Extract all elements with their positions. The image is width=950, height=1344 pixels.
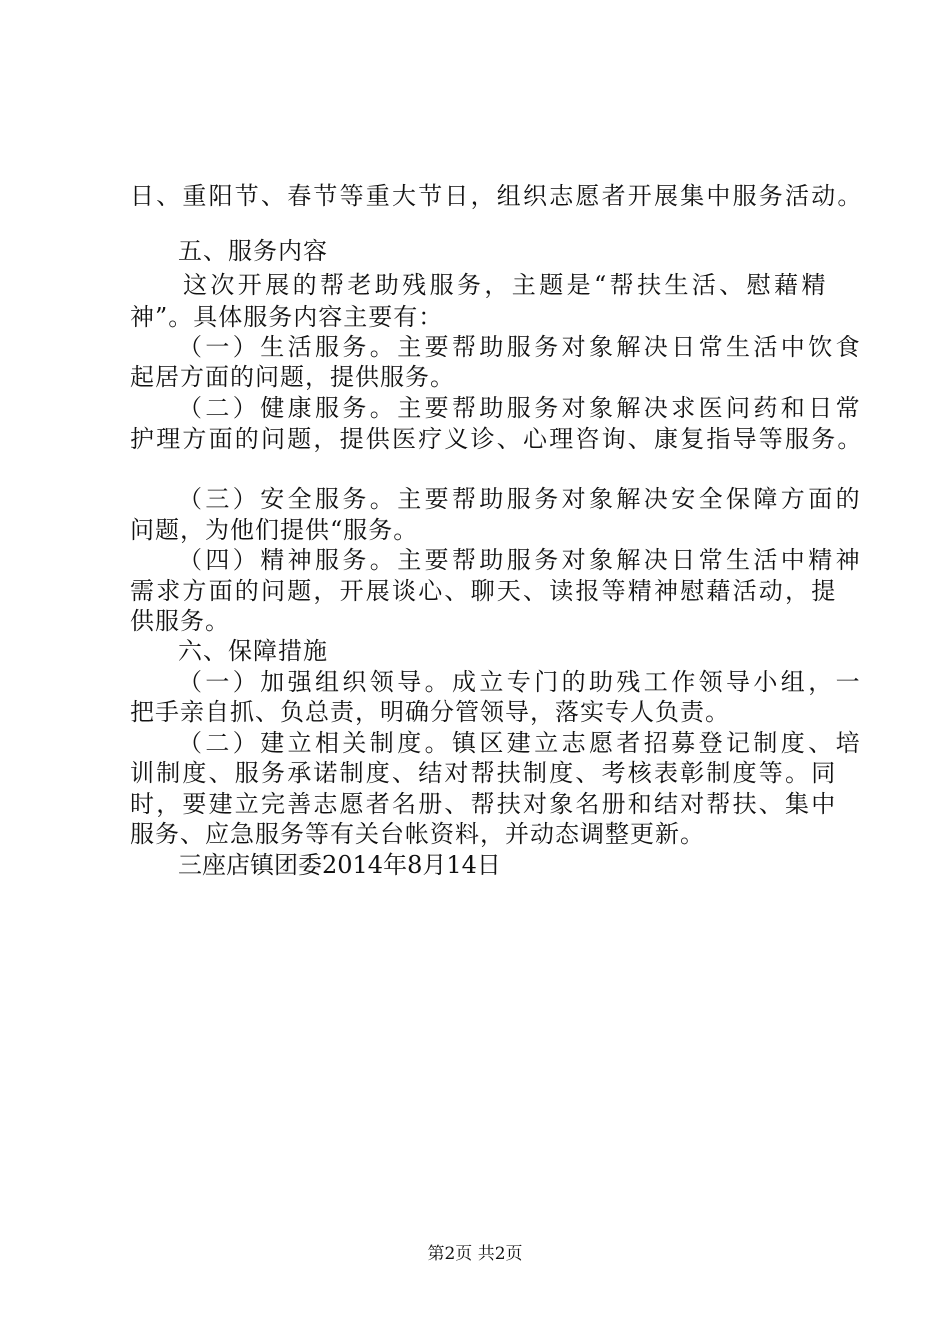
paragraph-line: （三）安全服务。主要帮助服务对象解决安全保障方面的 — [178, 485, 863, 513]
paragraph-line: （四）精神服务。主要帮助服务对象解决日常生活中精神 — [178, 546, 863, 574]
paragraph-line: （二）健康服务。主要帮助服务对象解决求医问药和日常 — [178, 394, 863, 422]
signature-date-line: 三座店镇团委2014年8月14日 — [178, 851, 501, 879]
paragraph-line: 这次开展的帮老助残服务，主题是“帮扶生活、慰藉精 — [183, 271, 829, 299]
paragraph-line: 护理方面的问题，提供医疗义诊、心理咨询、康复指导等服务。 — [130, 425, 864, 453]
paragraph-line: 需求方面的问题，开展谈心、聊天、读报等精神慰藉活动，提 — [130, 577, 838, 605]
paragraph-line: 日、重阳节、春节等重大节日，组织志愿者开展集中服务活动。 — [130, 182, 864, 210]
paragraph-line: 神”。具体服务内容主要有： — [130, 303, 444, 331]
paragraph-line: 问题，为他们提供“服务。 — [130, 516, 419, 544]
paragraph-line: 把手亲自抓、负总责，明确分管领导，落实专人负责。 — [130, 698, 730, 726]
section-heading-service-content: 五、服务内容 — [178, 237, 328, 265]
section-heading-safeguard-measures: 六、保障措施 — [178, 637, 328, 665]
paragraph-line: （二）建立相关制度。镇区建立志愿者招募登记制度、培 — [178, 729, 863, 757]
paragraph-line: 时，要建立完善志愿者名册、帮扶对象名册和结对帮扶、集中 — [130, 790, 838, 818]
paragraph-line: （一）加强组织领导。成立专门的助残工作领导小组，一 — [178, 668, 863, 696]
paragraph-line: 训制度、服务承诺制度、结对帮扶制度、考核表彰制度等。同 — [130, 759, 838, 787]
paragraph-line: （一）生活服务。主要帮助服务对象解决日常生活中饮食 — [178, 333, 863, 361]
paragraph-line: 供服务。 — [130, 607, 230, 635]
paragraph-line: 服务、应急服务等有关台帐资料，并动态调整更新。 — [130, 820, 705, 848]
paragraph-line: 起居方面的问题，提供服务。 — [130, 363, 455, 391]
page-number-footer: 第2页 共2页 — [427, 1244, 523, 1264]
